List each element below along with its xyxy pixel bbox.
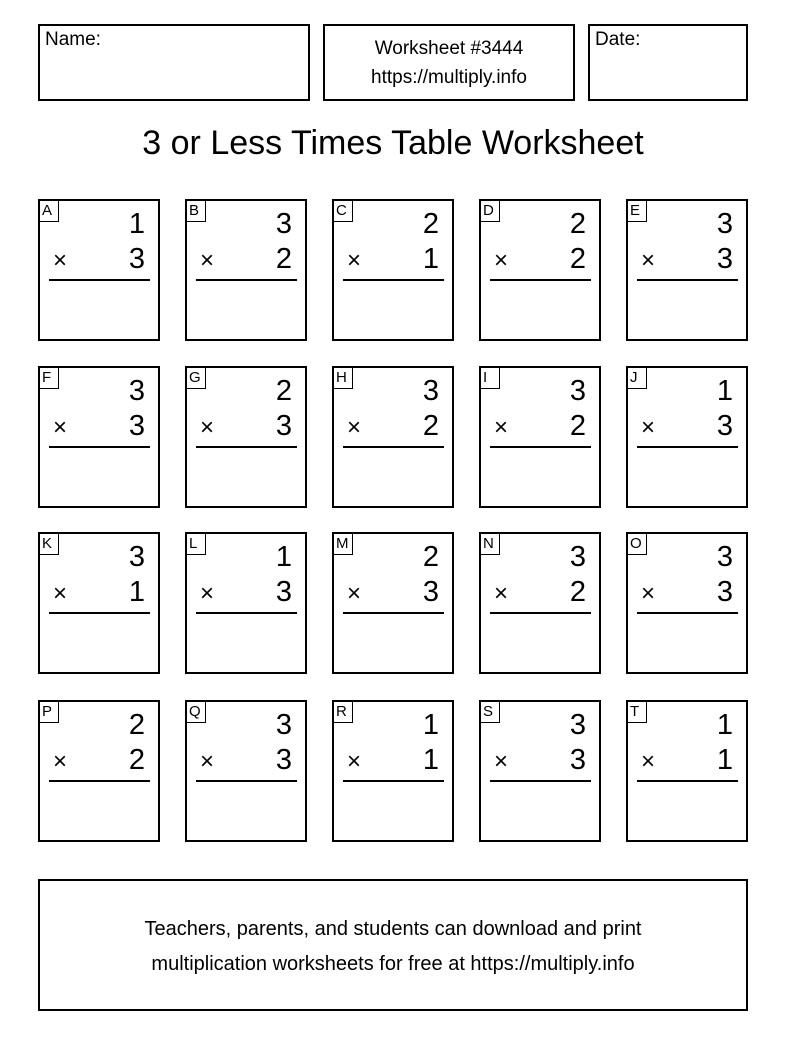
multiplicand: 2 <box>422 541 439 573</box>
multiplier: 3 <box>275 410 292 442</box>
multiplier: 1 <box>422 243 439 275</box>
answer-line <box>490 780 591 782</box>
problem-card[interactable] <box>332 700 454 842</box>
problem-letter: K <box>38 532 59 555</box>
worksheet-number: Worksheet #3444 <box>374 38 524 59</box>
answer-line <box>196 279 297 281</box>
answer-line <box>490 612 591 614</box>
answer-line <box>343 780 444 782</box>
problem-card[interactable] <box>626 532 748 674</box>
multiplicand: 3 <box>128 541 145 573</box>
multiplier: 3 <box>128 243 145 275</box>
multiply-sign: × <box>641 247 656 274</box>
multiply-sign: × <box>641 748 656 775</box>
multiplicand: 3 <box>716 208 733 240</box>
multiplier: 2 <box>569 243 586 275</box>
problem-letter: A <box>38 199 59 222</box>
problem-letter: M <box>332 532 353 555</box>
problem-letter: R <box>332 700 353 723</box>
problem-card[interactable] <box>479 532 601 674</box>
multiply-sign: × <box>53 748 68 775</box>
answer-line <box>490 279 591 281</box>
problem-letter: H <box>332 366 353 389</box>
footer-line-2: multiplication worksheets for free at https://multiply.info <box>151 953 635 975</box>
multiplier: 3 <box>422 576 439 608</box>
multiplier: 3 <box>716 576 733 608</box>
problem-letter: I <box>479 366 500 389</box>
multiply-sign: × <box>200 247 215 274</box>
answer-line <box>637 279 738 281</box>
multiply-sign: × <box>347 580 362 607</box>
multiply-sign: × <box>494 414 509 441</box>
problem-card[interactable] <box>185 366 307 508</box>
worksheet-info-box <box>323 24 575 101</box>
name-field[interactable] <box>38 24 310 101</box>
multiplier: 3 <box>128 410 145 442</box>
problem-card[interactable] <box>479 366 601 508</box>
problem-letter: B <box>185 199 206 222</box>
multiplicand: 1 <box>716 375 733 407</box>
multiplier: 2 <box>422 410 439 442</box>
multiplicand: 2 <box>569 208 586 240</box>
problem-card[interactable] <box>38 199 160 341</box>
problem-letter: C <box>332 199 353 222</box>
multiply-sign: × <box>53 580 68 607</box>
answer-line <box>343 446 444 448</box>
multiply-sign: × <box>494 748 509 775</box>
problem-letter: T <box>626 700 647 723</box>
multiplier: 1 <box>128 576 145 608</box>
multiplicand: 3 <box>569 709 586 741</box>
problem-letter: Q <box>185 700 206 723</box>
name-label: Name: <box>45 29 101 50</box>
multiply-sign: × <box>53 414 68 441</box>
multiplier: 2 <box>128 744 145 776</box>
multiplicand: 3 <box>275 709 292 741</box>
answer-line <box>490 446 591 448</box>
multiply-sign: × <box>200 580 215 607</box>
multiply-sign: × <box>200 414 215 441</box>
problem-card[interactable] <box>479 199 601 341</box>
problem-letter: O <box>626 532 647 555</box>
date-field[interactable] <box>588 24 748 101</box>
problem-card[interactable] <box>38 700 160 842</box>
multiply-sign: × <box>494 580 509 607</box>
problem-letter: E <box>626 199 647 222</box>
problem-letter: G <box>185 366 206 389</box>
multiplicand: 3 <box>569 541 586 573</box>
multiplier: 3 <box>569 744 586 776</box>
date-label: Date: <box>595 29 641 50</box>
answer-line <box>343 612 444 614</box>
multiply-sign: × <box>641 414 656 441</box>
multiplicand: 1 <box>422 709 439 741</box>
problem-card[interactable] <box>332 366 454 508</box>
multiply-sign: × <box>494 247 509 274</box>
problem-card[interactable] <box>626 700 748 842</box>
multiply-sign: × <box>347 414 362 441</box>
answer-line <box>49 612 150 614</box>
multiplier: 1 <box>716 744 733 776</box>
problem-card[interactable] <box>38 532 160 674</box>
multiply-sign: × <box>200 748 215 775</box>
problem-card[interactable] <box>626 199 748 341</box>
answer-line <box>637 612 738 614</box>
answer-line <box>49 279 150 281</box>
multiplicand: 1 <box>275 541 292 573</box>
problem-card[interactable] <box>332 199 454 341</box>
multiplier: 1 <box>422 744 439 776</box>
multiplier: 2 <box>569 576 586 608</box>
answer-line <box>637 446 738 448</box>
problem-letter: S <box>479 700 500 723</box>
page-title: 3 or Less Times Table Worksheet <box>142 124 644 162</box>
problem-card[interactable] <box>185 700 307 842</box>
footer-line-1: Teachers, parents, and students can download and print <box>144 918 642 940</box>
answer-line <box>196 780 297 782</box>
problem-card[interactable] <box>479 700 601 842</box>
multiplier: 3 <box>716 243 733 275</box>
multiplicand: 2 <box>422 208 439 240</box>
multiply-sign: × <box>641 580 656 607</box>
footer-note <box>38 879 748 1011</box>
multiplicand: 2 <box>275 375 292 407</box>
answer-line <box>196 612 297 614</box>
answer-line <box>343 279 444 281</box>
problem-letter: P <box>38 700 59 723</box>
multiplier: 3 <box>275 744 292 776</box>
multiplicand: 2 <box>128 709 145 741</box>
multiply-sign: × <box>53 247 68 274</box>
multiply-sign: × <box>347 247 362 274</box>
answer-line <box>49 780 150 782</box>
multiplicand: 3 <box>569 375 586 407</box>
multiplier: 3 <box>275 576 292 608</box>
multiplier: 2 <box>569 410 586 442</box>
worksheet-url: https://multiply.info <box>371 67 527 88</box>
problem-card[interactable] <box>38 366 160 508</box>
multiplicand: 1 <box>128 208 145 240</box>
problem-letter: J <box>626 366 647 389</box>
problem-letter: L <box>185 532 206 555</box>
multiplicand: 3 <box>716 541 733 573</box>
multiplicand: 3 <box>422 375 439 407</box>
problem-card[interactable] <box>185 199 307 341</box>
answer-line <box>49 446 150 448</box>
problem-card[interactable] <box>332 532 454 674</box>
multiplier: 3 <box>716 410 733 442</box>
multiplicand: 1 <box>716 709 733 741</box>
multiplicand: 3 <box>275 208 292 240</box>
multiplicand: 3 <box>128 375 145 407</box>
problem-letter: D <box>479 199 500 222</box>
answer-line <box>196 446 297 448</box>
problem-card[interactable] <box>626 366 748 508</box>
problem-card[interactable] <box>185 532 307 674</box>
multiplier: 2 <box>275 243 292 275</box>
problem-letter: N <box>479 532 500 555</box>
problem-letter: F <box>38 366 59 389</box>
answer-line <box>637 780 738 782</box>
multiply-sign: × <box>347 748 362 775</box>
